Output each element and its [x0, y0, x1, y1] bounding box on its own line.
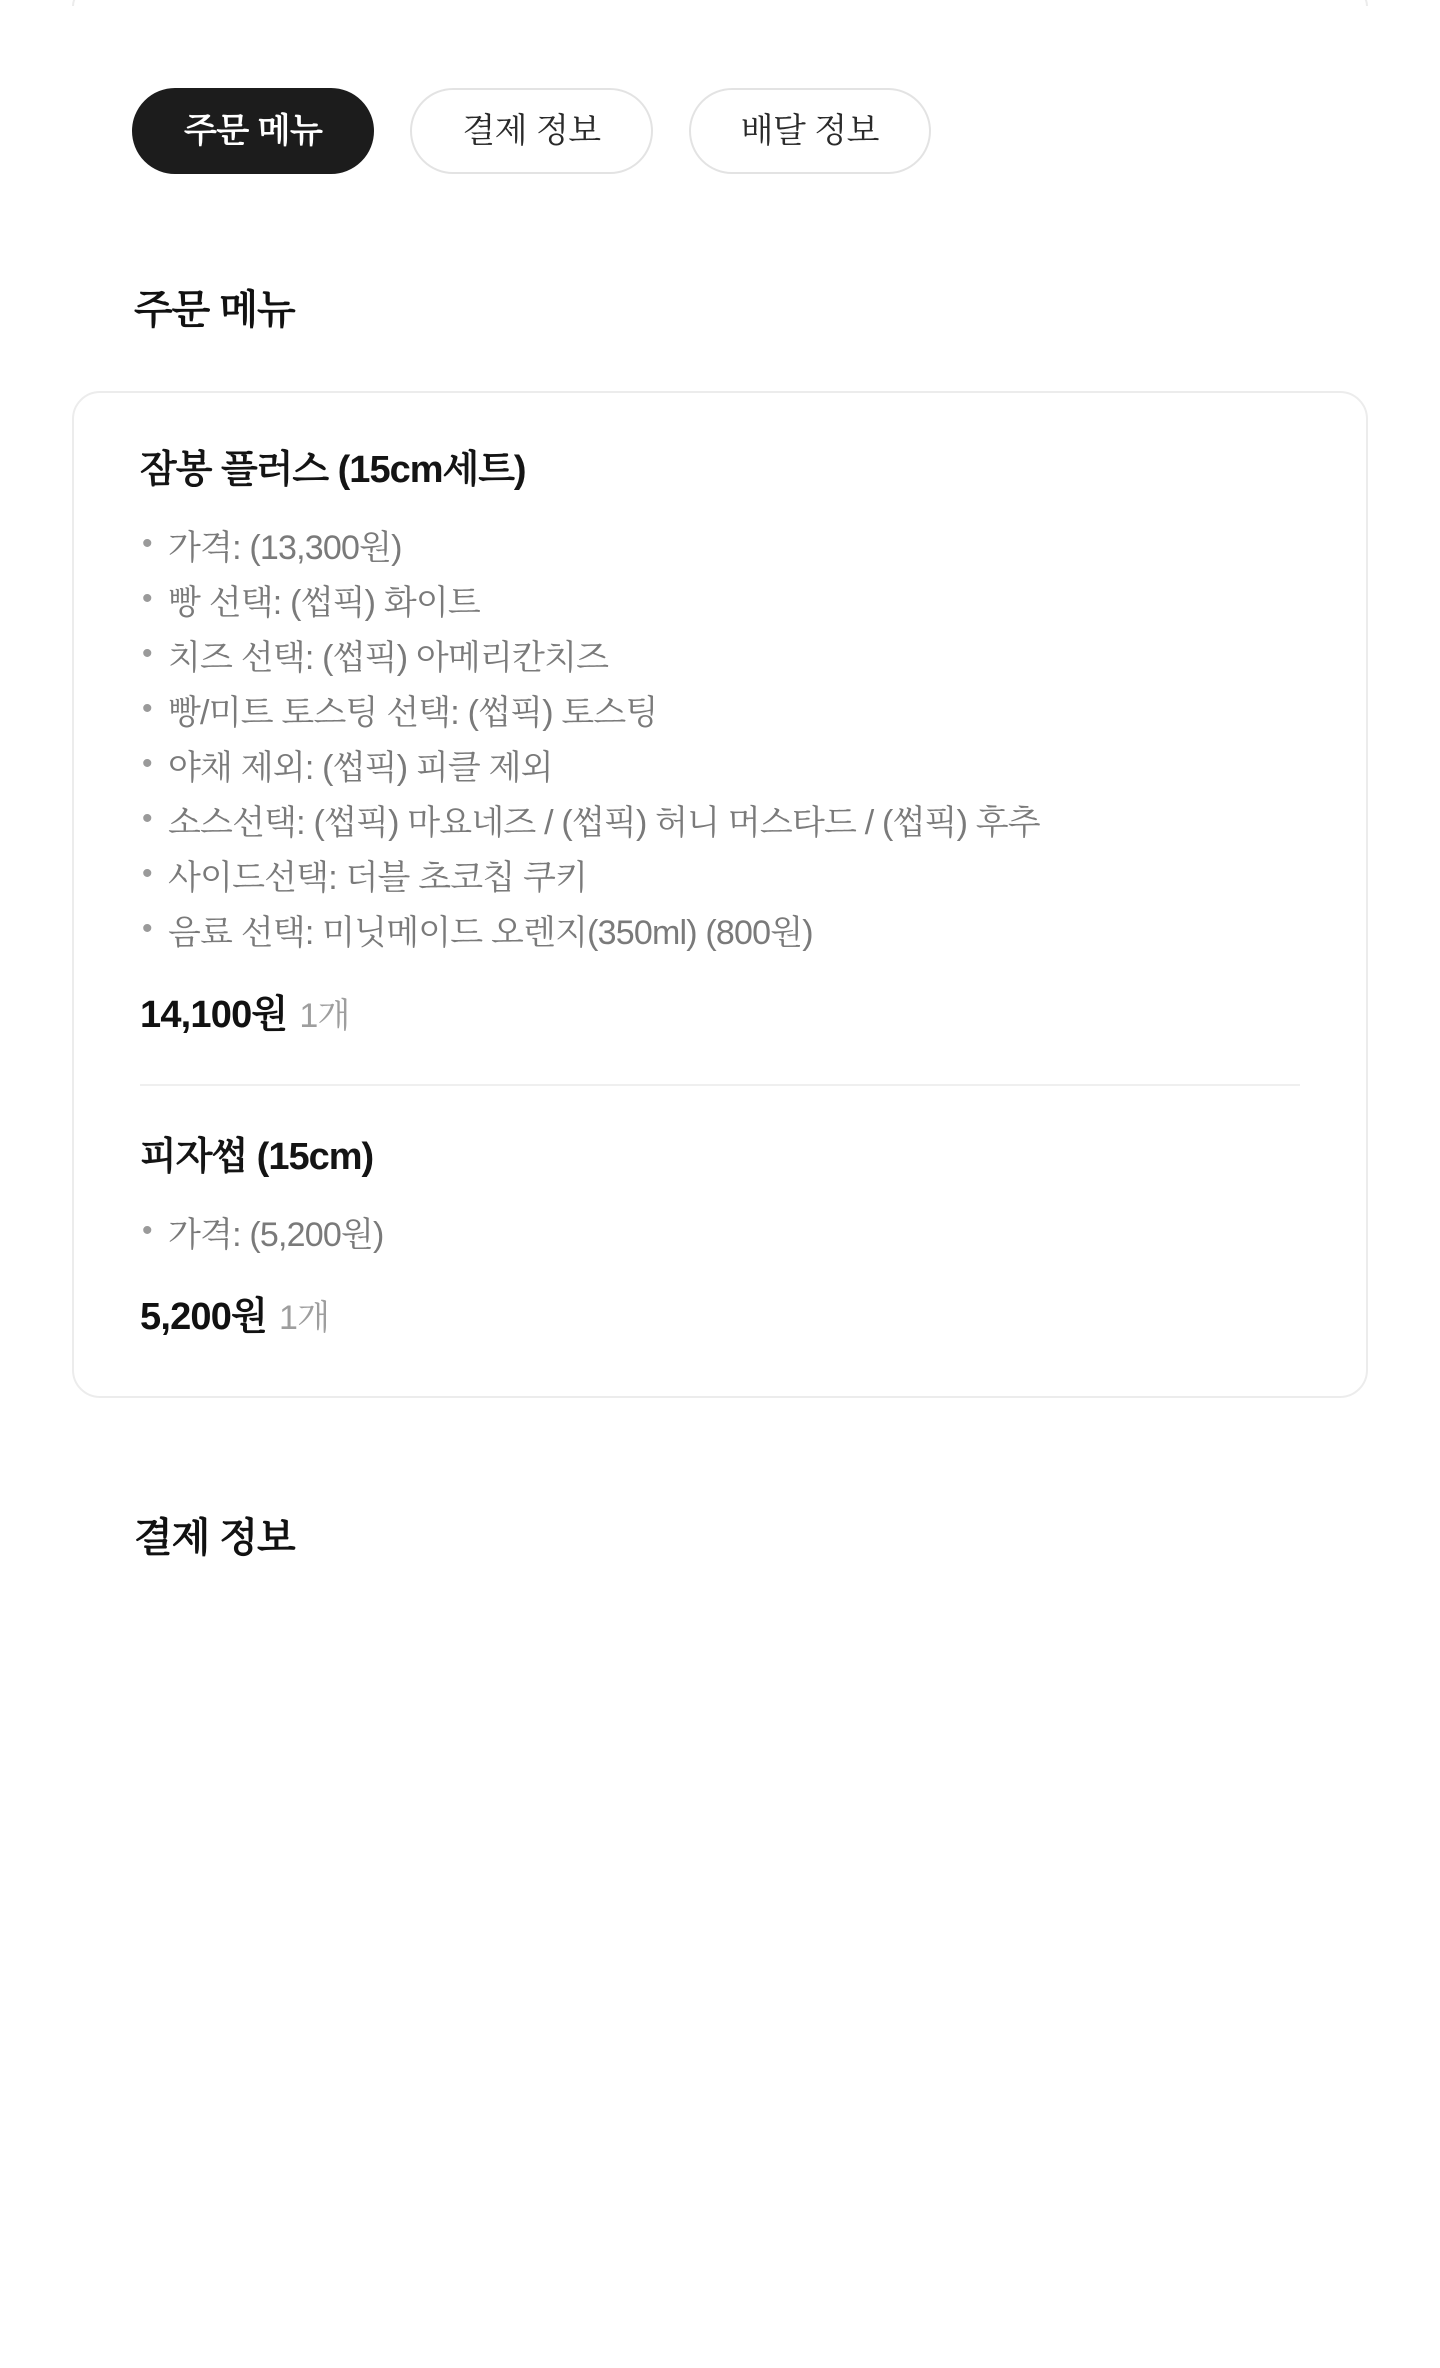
order-menu-heading: 주문 메뉴	[134, 288, 295, 332]
order-item-option: • 야채 제외: (썹픽) 피클 제외	[140, 741, 1300, 796]
order-item-options	[140, 1208, 1300, 1263]
order-item-option: • 사이드선택: 더블 초코칩 쿠키	[140, 851, 1300, 906]
order-item-option: • 소스선택: (썹픽) 마요네즈 / (썹픽) 허니 머스타드 / (썹픽) 후추	[140, 796, 1300, 851]
item-divider	[140, 1084, 1300, 1086]
order-item-options	[140, 521, 1300, 962]
order-item-option: • 빵 선택: (썹픽) 화이트	[140, 576, 1300, 631]
order-item-price: 5,200원	[140, 1295, 268, 1338]
order-item-total-row	[140, 983, 1300, 1038]
previous-card-edge	[72, 0, 1368, 6]
order-item	[140, 1134, 1300, 1340]
order-item-quantity: 1개	[279, 1298, 330, 1337]
payment-info-heading: 결제 정보	[134, 1515, 295, 1560]
order-item-name: 잠봉 플러스 (15cm세트)	[140, 449, 526, 491]
tab-bar	[72, 0, 1368, 174]
order-item-option: • 음료 선택: 미닛메이드 오렌지(350ml) (800원)	[140, 906, 1300, 961]
tab-delivery-info[interactable]: 배달 정보	[689, 88, 931, 174]
order-item-option: • 치즈 선택: (썹픽) 아메리칸치즈	[140, 631, 1300, 686]
order-item-name: 피자썹 (15cm)	[140, 1136, 374, 1179]
tab-payment-info[interactable]: 결제 정보	[410, 88, 652, 174]
order-item-option: • 가격: (13,300원)	[140, 521, 1300, 576]
order-item-total-row	[140, 1285, 1300, 1340]
order-item-quantity: 1개	[299, 997, 350, 1036]
tab-order-menu[interactable]: 주문 메뉴	[132, 88, 374, 174]
order-item-option: • 빵/미트 토스팅 선택: (썹픽) 토스팅	[140, 686, 1300, 741]
order-item	[140, 447, 1300, 1038]
order-item-price: 14,100원	[140, 994, 288, 1037]
order-items-card	[72, 391, 1368, 1398]
order-item-option: • 가격: (5,200원)	[140, 1208, 1300, 1263]
